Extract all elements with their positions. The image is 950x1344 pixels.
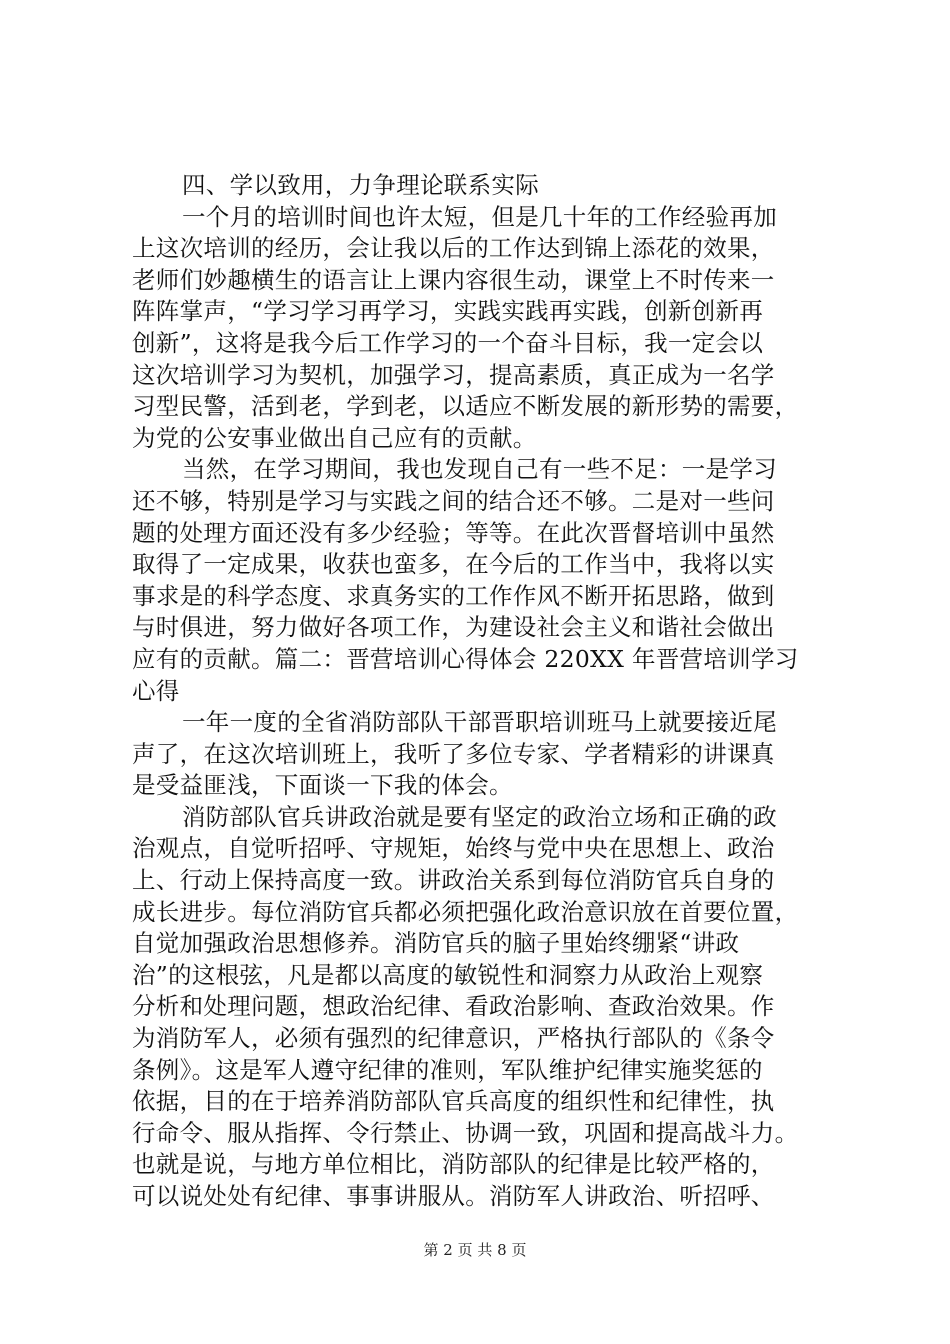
text-line: 题的处理方面还没有多少经验；等等。在此次晋督培训中虽然 xyxy=(132,518,775,547)
text-line: 可以说处处有纪律、事事讲服从。消防军人讲政治、听招呼、 xyxy=(132,1182,775,1210)
document-body xyxy=(132,170,832,1213)
text-line: 是受益匪浅，下面谈一下我的体会。 xyxy=(132,771,513,800)
text-line: 消防部队官兵讲政治就是要有坚定的政治立场和正确的政 xyxy=(182,802,777,831)
text-line: 自觉加强政治思想修养。消防官兵的脑子里始终绷紧“讲政 xyxy=(132,929,740,958)
page-footer: 第 2 页 共 8 页 xyxy=(423,1241,527,1259)
text-line: 成长进步。每位消防官兵都必须把强化政治意识放在首要位置， xyxy=(132,897,799,926)
text-line: 上、行动上保持高度一致。讲政治关系到每位消防官兵自身的 xyxy=(132,866,775,895)
text-line: 创新”，这将是我今后工作学习的一个奋斗目标，我一定会以 xyxy=(132,328,764,357)
text-line: 取得了一定成果，收获也蛮多，在今后的工作当中，我将以实 xyxy=(132,550,775,579)
text-line: 为党的公安事业做出自己应有的贡献。 xyxy=(132,423,537,452)
text-line: 四、学以致用，力争理论联系实际 xyxy=(182,171,539,199)
text-line: 心得 xyxy=(132,676,180,705)
text-line: 分析和处理问题，想政治纪律、看政治影响、查政治效果。作 xyxy=(132,992,775,1021)
text-line: 依据，目的在于培养消防部队官兵高度的组织性和纪律性，执 xyxy=(132,1087,775,1116)
text-line: 声了，在这次培训班上，我听了多位专家、学者精彩的讲课真 xyxy=(132,739,775,768)
text-line: 治”的这根弦，凡是都以高度的敏锐性和洞察力从政治上观察 xyxy=(132,960,764,989)
text-line: 治观点，自觉听招呼、守规矩，始终与党中央在思想上、政治 xyxy=(132,834,775,863)
text-line: 当然，在学习期间，我也发现自己有一些不足：一是学习 xyxy=(182,455,777,484)
text-line: 老师们妙趣横生的语言让上课内容很生动，课堂上不时传来一 xyxy=(132,265,775,294)
text-line: 为消防军人，必须有强烈的纪律意识，严格执行部队的《条令 xyxy=(132,1024,775,1053)
text-line: 行命令、服从指挥、令行禁止、协调一致，巩固和提高战斗力。 xyxy=(132,1118,799,1147)
text-line: 与时俱进，努力做好各项工作，为建设社会主义和谐社会做出 xyxy=(132,613,775,642)
text-line: 事求是的科学态度、求真务实的工作作风不断开拓思路，做到 xyxy=(132,581,775,610)
text-line: 还不够，特别是学习与实践之间的结合还不够。二是对一些问 xyxy=(132,486,775,515)
text-line: 这次培训学习为契机，加强学习，提高素质，真正成为一名学 xyxy=(132,360,775,389)
text-line: 也就是说，与地方单位相比，消防部队的纪律是比较严格的， xyxy=(132,1150,775,1179)
text-line: 一年一度的全省消防部队干部晋职培训班马上就要接近尾 xyxy=(182,708,777,737)
text-line: 应有的贡献。篇二：晋营培训心得体会 220XX 年晋营培训学习 xyxy=(132,644,799,673)
text-line: 一个月的培训时间也许太短，但是几十年的工作经验再加 xyxy=(182,202,777,231)
text-line: 条例》。这是军人遵守纪律的准则，军队维护纪律实施奖惩的 xyxy=(132,1055,763,1084)
text-line: 阵阵掌声，“学习学习再学习，实践实践再实践，创新创新再 xyxy=(132,297,764,326)
text-line: 上这次培训的经历，会让我以后的工作达到锦上添花的效果， xyxy=(132,234,775,263)
text-line: 习型民警，活到老，学到老，以适应不断发展的新形势的需要， xyxy=(132,392,799,421)
